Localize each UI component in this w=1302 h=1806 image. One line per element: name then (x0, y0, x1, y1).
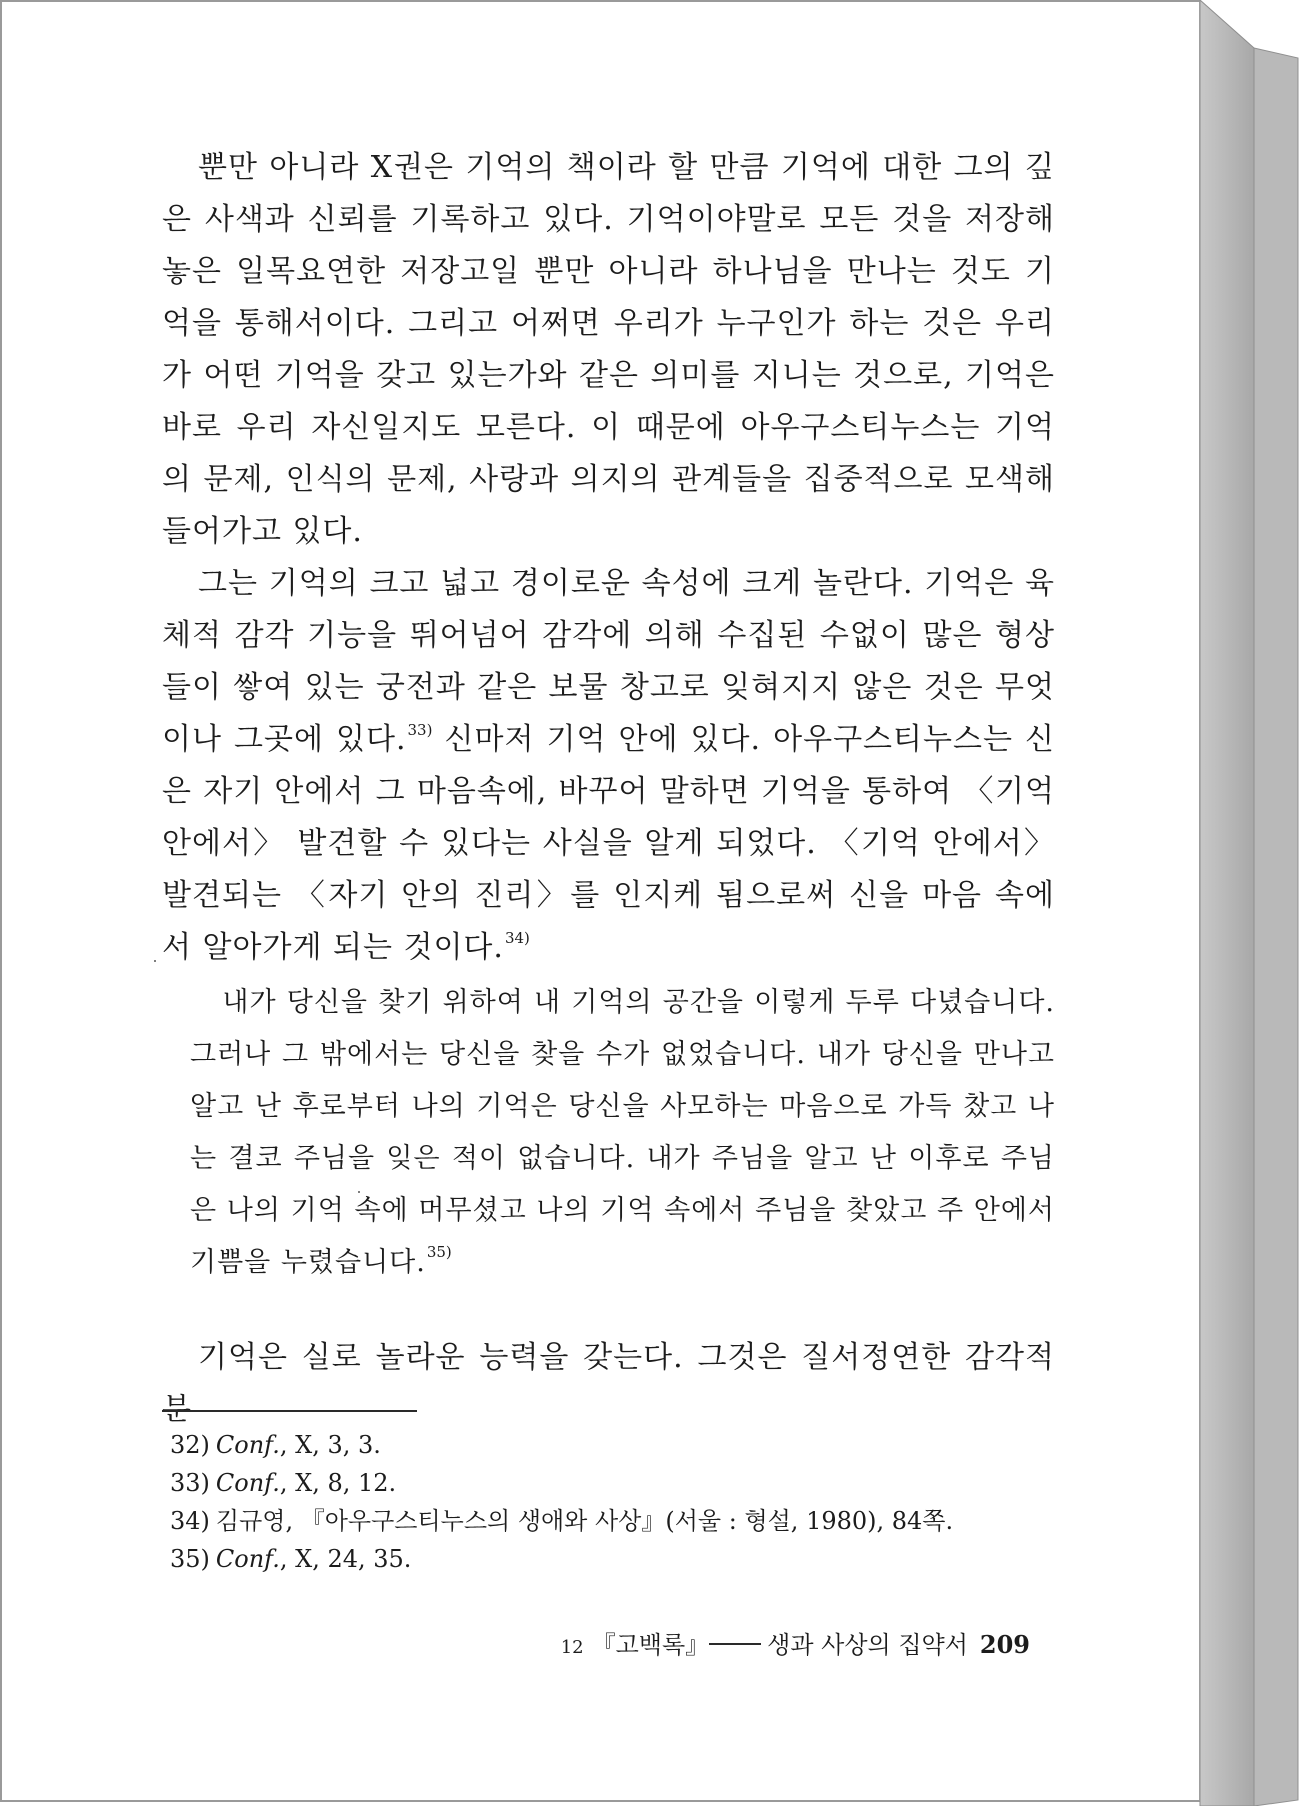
footnote-text: , Ⅹ, 8, 12. (279, 1469, 397, 1497)
footer-section-number: 12 (560, 1637, 584, 1658)
paragraph-text: 신마저 기억 안에 있다. 아우구스티누스는 신은 자기 안에서 그 마음속에, 바꾸어 말하면 기억을 통하여 〈기억 안에서〉 발견할 수 있다는 사실을 알게 되었다. 〈기억 안에서〉 발견되는 〈자기 안의 진리〉를 인지케 됨으로써 신을 마음 속에서 알아가게 되는 것이다. (162, 722, 1055, 965)
footnote-33 (170, 1464, 1050, 1502)
footnote-ref-34: 34) (504, 929, 530, 947)
footnote-number: 32) (170, 1431, 210, 1459)
footer-book-title: 『고백록』 (591, 1631, 710, 1659)
body-text-continued (162, 1332, 1055, 1436)
footnote-34 (170, 1502, 1050, 1540)
footnote-text: , Ⅹ, 24, 35. (279, 1545, 412, 1573)
footnote-list (170, 1426, 1050, 1578)
quote-text: 내가 당신을 찾기 위하여 내 기억의 공간을 이렇게 두루 다녔습니다. 그러나 그 밖에서는 당신을 찾을 수가 없었습니다. 내가 당신을 만나고 알고 난 후로부터 나의 기억은 당신을 사모하는 마음으로 가득 찼고 나는 결코 주님을 잊은 적이 없습니다. 내가 주님을 알고 난 이후로 주님은 나의 기억 속에 머무셨고 나의 기억 속에서 주님을 찾았고 주 안에서 기쁨을 누렸습니다. (190, 987, 1055, 1278)
scan-speck (358, 1191, 360, 1193)
footnote-number: 35) (170, 1545, 210, 1573)
scan-speck (154, 960, 156, 962)
footnote-number: 34) (170, 1507, 210, 1535)
footnote-source-italic: Conf. (215, 1431, 280, 1459)
footnote-source-italic: Conf. (215, 1469, 280, 1497)
paragraph-text: 기억은 실로 놀라운 능력을 갖는다. 그것은 질서정연한 감각적 분 (162, 1340, 1055, 1427)
running-footer (550, 1628, 1030, 1665)
footnote-source-italic: Conf. (215, 1545, 280, 1573)
block-quote (190, 977, 1055, 1289)
paragraph-memory-palace (162, 558, 1055, 974)
footnote-divider (162, 1410, 417, 1412)
footnote-number: 33) (170, 1469, 210, 1497)
footnote-32 (170, 1426, 1050, 1464)
paragraph-text: 그는 기억의 크고 넓고 경이로운 속성에 크게 놀란다. 기억은 육체적 감각 기능을 뛰어넘어 감각에 의해 수집된 수없이 많은 형상들이 쌓여 있는 궁전과 같은 보물 창고로 잊혀지지 않은 것은 무엇이나 그곳에 있다. (162, 566, 1055, 757)
paragraph-text: 뿐만 아니라 Ⅹ권은 기억의 책이라 할 만큼 기억에 대한 그의 깊은 사색과 신뢰를 기록하고 있다. 기억이야말로 모든 것을 저장해 놓은 일목요연한 저장고일 뿐만 아니라 하나님을 만나는 것도 기억을 통해서이다. 그리고 어쩌면 우리가 누구인가 하는 것은 우리가 어떤 기억을 갖고 있는가와 같은 의미를 지니는 것으로, 기억은 바로 우리 자신일지도 모른다. 이 때문에 아우구스티누스는 기억의 문제, 인식의 문제, 사랑과 의지의 관계들을 집중적으로 모색해 들어가고 있다. (162, 150, 1055, 549)
quote-paragraph (190, 977, 1055, 1289)
page-number: 209 (979, 1630, 1030, 1659)
paragraph-memory-book (162, 142, 1055, 558)
footnote-ref-33: 33) (407, 721, 433, 739)
footer-dash (709, 1643, 761, 1645)
footnote-text: 김규영, 『아우구스티누스의 생애와 사상』(서울 : 형설, 1980), 84쪽. (215, 1507, 954, 1535)
book-spine-shape (1198, 0, 1300, 1806)
paragraph-memory-ability (162, 1332, 1055, 1436)
footnote-ref-35: 35) (426, 1243, 452, 1261)
footer-chapter-title: 생과 사상의 집약서 (767, 1631, 968, 1659)
footnote-35 (170, 1540, 1050, 1578)
body-text (162, 142, 1055, 974)
footnote-text: , Ⅹ, 3, 3. (279, 1431, 381, 1459)
